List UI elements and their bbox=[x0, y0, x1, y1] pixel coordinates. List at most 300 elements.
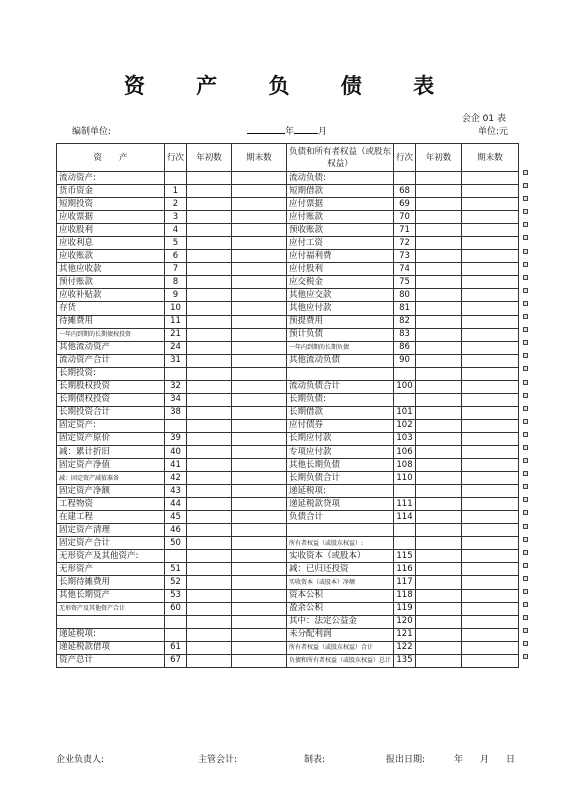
liability-item: 长期应付款 bbox=[287, 432, 394, 445]
liability-begin-balance[interactable] bbox=[416, 419, 462, 432]
asset-line-no: 45 bbox=[165, 511, 187, 524]
asset-begin-balance[interactable] bbox=[187, 341, 232, 354]
liability-line-no: 119 bbox=[394, 602, 416, 615]
liability-line-no: 116 bbox=[394, 563, 416, 576]
liability-end-balance[interactable] bbox=[462, 328, 519, 341]
month-label: 月 bbox=[318, 127, 328, 137]
liability-item: 应付账款 bbox=[287, 211, 394, 224]
liability-item: 长期负债合计 bbox=[287, 472, 394, 485]
row-marker-icon bbox=[523, 576, 528, 581]
liability-begin-balance[interactable] bbox=[416, 472, 462, 485]
liability-begin-balance[interactable] bbox=[416, 615, 462, 628]
liability-item: 长期借款 bbox=[287, 406, 394, 419]
liability-item: 应付票据 bbox=[287, 198, 394, 211]
asset-item: 工程物资 bbox=[57, 498, 165, 511]
liability-end-balance[interactable] bbox=[462, 498, 519, 511]
table-row bbox=[57, 367, 519, 380]
asset-begin-balance[interactable] bbox=[187, 406, 232, 419]
asset-begin-balance[interactable] bbox=[187, 537, 232, 550]
liability-line-no: 75 bbox=[394, 276, 416, 289]
asset-line-no: 44 bbox=[165, 498, 187, 511]
asset-begin-balance[interactable] bbox=[187, 250, 232, 263]
asset-end-balance[interactable] bbox=[232, 576, 287, 589]
table-row bbox=[57, 185, 519, 198]
liability-line-no: 106 bbox=[394, 445, 416, 458]
asset-item: 固定资产: bbox=[57, 419, 165, 432]
liability-begin-balance[interactable] bbox=[416, 341, 462, 354]
asset-end-balance[interactable] bbox=[232, 185, 287, 198]
header-liabilities-equity: 负债和所有者权益（或股东权益） bbox=[287, 144, 394, 172]
asset-begin-balance[interactable] bbox=[187, 198, 232, 211]
asset-end-balance[interactable] bbox=[232, 628, 287, 641]
row-marker-icon bbox=[523, 550, 528, 555]
asset-begin-balance[interactable] bbox=[187, 380, 232, 393]
liability-begin-balance[interactable] bbox=[416, 354, 462, 367]
asset-item: 固定资产合计 bbox=[57, 537, 165, 550]
liability-item: 减：已归还投资 bbox=[287, 563, 394, 576]
row-marker-icon bbox=[523, 537, 528, 542]
liability-end-balance[interactable] bbox=[462, 185, 519, 198]
asset-end-balance[interactable] bbox=[232, 172, 287, 185]
liability-begin-balance[interactable] bbox=[416, 550, 462, 563]
liability-line-no: 68 bbox=[394, 185, 416, 198]
liability-begin-balance[interactable] bbox=[416, 276, 462, 289]
asset-end-balance[interactable] bbox=[232, 302, 287, 315]
page-title: 资 产 负 债 表 bbox=[123, 73, 457, 98]
table-row bbox=[57, 315, 519, 328]
asset-begin-balance[interactable] bbox=[187, 211, 232, 224]
asset-end-balance[interactable] bbox=[232, 432, 287, 445]
liability-begin-balance[interactable] bbox=[416, 185, 462, 198]
asset-line-no: 39 bbox=[165, 432, 187, 445]
balance-sheet-table bbox=[56, 143, 519, 668]
asset-end-balance[interactable] bbox=[232, 354, 287, 367]
asset-end-balance[interactable] bbox=[232, 393, 287, 406]
footer-month: 月 bbox=[480, 755, 490, 765]
liability-end-balance[interactable] bbox=[462, 654, 519, 667]
asset-line-no: 46 bbox=[165, 524, 187, 537]
row-marker-icon bbox=[523, 353, 528, 358]
report-date-label: 报出日期: bbox=[386, 755, 426, 765]
row-marker-icon bbox=[523, 209, 528, 214]
asset-line-no: 40 bbox=[165, 445, 187, 458]
asset-item: 在建工程 bbox=[57, 511, 165, 524]
liability-item bbox=[287, 524, 394, 537]
asset-line-no bbox=[165, 367, 187, 380]
row-marker-icon bbox=[523, 327, 528, 332]
asset-item: 应收股利 bbox=[57, 224, 165, 237]
asset-begin-balance[interactable] bbox=[187, 628, 232, 641]
table-row bbox=[57, 172, 519, 185]
asset-end-balance[interactable] bbox=[232, 224, 287, 237]
liability-end-balance[interactable] bbox=[462, 589, 519, 602]
liability-end-balance[interactable] bbox=[462, 615, 519, 628]
liability-line-no: 118 bbox=[394, 589, 416, 602]
asset-begin-balance[interactable] bbox=[187, 459, 232, 472]
asset-begin-balance[interactable] bbox=[187, 224, 232, 237]
liability-begin-balance[interactable] bbox=[416, 432, 462, 445]
asset-end-balance[interactable] bbox=[232, 263, 287, 276]
liability-begin-balance[interactable] bbox=[416, 289, 462, 302]
liability-line-no bbox=[394, 485, 416, 498]
liability-begin-balance[interactable] bbox=[416, 654, 462, 667]
asset-item: 长期债权投资 bbox=[57, 393, 165, 406]
liability-begin-balance[interactable] bbox=[416, 237, 462, 250]
table-row bbox=[57, 302, 519, 315]
asset-line-no: 6 bbox=[165, 250, 187, 263]
table-row bbox=[57, 459, 519, 472]
asset-end-balance[interactable] bbox=[232, 472, 287, 485]
asset-begin-balance[interactable] bbox=[187, 654, 232, 667]
asset-line-no: 53 bbox=[165, 589, 187, 602]
currency-unit: 单位:元 bbox=[477, 127, 508, 137]
company-head-label: 企业负责人: bbox=[56, 755, 105, 765]
asset-begin-balance[interactable] bbox=[187, 615, 232, 628]
liability-line-no: 83 bbox=[394, 328, 416, 341]
asset-begin-balance[interactable] bbox=[187, 263, 232, 276]
liability-line-no: 86 bbox=[394, 341, 416, 354]
liability-begin-balance[interactable] bbox=[416, 537, 462, 550]
asset-line-no: 52 bbox=[165, 576, 187, 589]
liability-begin-balance[interactable] bbox=[416, 393, 462, 406]
table-row bbox=[57, 341, 519, 354]
liability-end-balance[interactable] bbox=[462, 511, 519, 524]
asset-end-balance[interactable] bbox=[232, 641, 287, 654]
liability-item: 长期负债: bbox=[287, 393, 394, 406]
liability-begin-balance[interactable] bbox=[416, 602, 462, 615]
asset-begin-balance[interactable] bbox=[187, 393, 232, 406]
liability-line-no: 72 bbox=[394, 237, 416, 250]
row-marker-icon bbox=[523, 471, 528, 476]
liability-item: 流动负债: bbox=[287, 172, 394, 185]
liability-begin-balance[interactable] bbox=[416, 445, 462, 458]
row-marker-icon bbox=[523, 275, 528, 280]
asset-item: 短期投资 bbox=[57, 198, 165, 211]
table-header-row bbox=[57, 144, 519, 172]
liability-line-no bbox=[394, 393, 416, 406]
asset-begin-balance[interactable] bbox=[187, 354, 232, 367]
liability-end-balance[interactable] bbox=[462, 576, 519, 589]
table-row bbox=[57, 432, 519, 445]
liability-item: 负债合计 bbox=[287, 511, 394, 524]
liability-line-no bbox=[394, 524, 416, 537]
asset-line-no: 34 bbox=[165, 393, 187, 406]
asset-end-balance[interactable] bbox=[232, 367, 287, 380]
liability-begin-balance[interactable] bbox=[416, 224, 462, 237]
liability-begin-balance[interactable] bbox=[416, 367, 462, 380]
asset-line-no: 32 bbox=[165, 380, 187, 393]
liability-line-no: 81 bbox=[394, 302, 416, 315]
header-end-balance: 期末数 bbox=[462, 144, 519, 172]
asset-begin-balance[interactable] bbox=[187, 185, 232, 198]
liability-end-balance[interactable] bbox=[462, 250, 519, 263]
liability-begin-balance[interactable] bbox=[416, 485, 462, 498]
liability-begin-balance[interactable] bbox=[416, 302, 462, 315]
asset-begin-balance[interactable] bbox=[187, 511, 232, 524]
asset-item: 预付账款 bbox=[57, 276, 165, 289]
asset-end-balance[interactable] bbox=[232, 654, 287, 667]
liability-end-balance[interactable] bbox=[462, 302, 519, 315]
asset-item: 待摊费用 bbox=[57, 315, 165, 328]
asset-begin-balance[interactable] bbox=[187, 550, 232, 563]
asset-line-no: 1 bbox=[165, 185, 187, 198]
row-marker-icon bbox=[523, 366, 528, 371]
liability-end-balance[interactable] bbox=[462, 211, 519, 224]
asset-line-no bbox=[165, 615, 187, 628]
asset-begin-balance[interactable] bbox=[187, 641, 232, 654]
asset-begin-balance[interactable] bbox=[187, 524, 232, 537]
asset-line-no: 42 bbox=[165, 472, 187, 485]
liability-item: 预提费用 bbox=[287, 315, 394, 328]
asset-end-balance[interactable] bbox=[232, 406, 287, 419]
liability-end-balance[interactable] bbox=[462, 289, 519, 302]
asset-begin-balance[interactable] bbox=[187, 445, 232, 458]
liability-item: 资本公积 bbox=[287, 589, 394, 602]
asset-item: 应收账款 bbox=[57, 250, 165, 263]
asset-end-balance[interactable] bbox=[232, 380, 287, 393]
table-row bbox=[57, 628, 519, 641]
liability-begin-balance[interactable] bbox=[416, 641, 462, 654]
row-marker-icon bbox=[523, 654, 528, 659]
asset-end-balance[interactable] bbox=[232, 498, 287, 511]
liability-begin-balance[interactable] bbox=[416, 576, 462, 589]
liability-item: 应付福利费 bbox=[287, 250, 394, 263]
header-line-no: 行次 bbox=[165, 144, 187, 172]
row-marker-icon bbox=[523, 497, 528, 502]
asset-begin-balance[interactable] bbox=[187, 485, 232, 498]
table-row bbox=[57, 354, 519, 367]
asset-line-no: 4 bbox=[165, 224, 187, 237]
asset-begin-balance[interactable] bbox=[187, 602, 232, 615]
liability-line-no: 101 bbox=[394, 406, 416, 419]
liability-begin-balance[interactable] bbox=[416, 263, 462, 276]
liability-end-balance[interactable] bbox=[462, 198, 519, 211]
asset-item: 递延税款借项 bbox=[57, 641, 165, 654]
liability-end-balance[interactable] bbox=[462, 563, 519, 576]
asset-begin-balance[interactable] bbox=[187, 472, 232, 485]
liability-line-no: 108 bbox=[394, 459, 416, 472]
asset-item: 货币资金 bbox=[57, 185, 165, 198]
header-begin-balance: 年初数 bbox=[416, 144, 462, 172]
liability-end-balance[interactable] bbox=[462, 367, 519, 380]
liability-end-balance[interactable] bbox=[462, 432, 519, 445]
liability-end-balance[interactable] bbox=[462, 276, 519, 289]
asset-end-balance[interactable] bbox=[232, 276, 287, 289]
liability-end-balance[interactable] bbox=[462, 237, 519, 250]
liability-item: 盈余公积 bbox=[287, 602, 394, 615]
liability-begin-balance[interactable] bbox=[416, 250, 462, 263]
liability-begin-balance[interactable] bbox=[416, 406, 462, 419]
liability-end-balance[interactable] bbox=[462, 224, 519, 237]
asset-end-balance[interactable] bbox=[232, 589, 287, 602]
asset-end-balance[interactable] bbox=[232, 615, 287, 628]
liability-end-balance[interactable] bbox=[462, 315, 519, 328]
asset-item: 固定资产净值 bbox=[57, 459, 165, 472]
asset-begin-balance[interactable] bbox=[187, 172, 232, 185]
asset-end-balance[interactable] bbox=[232, 485, 287, 498]
row-marker-icon bbox=[523, 249, 528, 254]
asset-line-no: 43 bbox=[165, 485, 187, 498]
liability-end-balance[interactable] bbox=[462, 537, 519, 550]
liability-item: 未分配利润 bbox=[287, 628, 394, 641]
row-marker-icon bbox=[523, 222, 528, 227]
liability-begin-balance[interactable] bbox=[416, 315, 462, 328]
liability-line-no: 100 bbox=[394, 380, 416, 393]
asset-line-no: 11 bbox=[165, 315, 187, 328]
chief-accountant-label: 主管会计: bbox=[198, 755, 238, 765]
liability-end-balance[interactable] bbox=[462, 419, 519, 432]
asset-begin-balance[interactable] bbox=[187, 498, 232, 511]
asset-item: 无形资产 bbox=[57, 563, 165, 576]
asset-end-balance[interactable] bbox=[232, 511, 287, 524]
row-marker-icon bbox=[523, 432, 528, 437]
asset-line-no: 8 bbox=[165, 276, 187, 289]
asset-end-balance[interactable] bbox=[232, 445, 287, 458]
table-row bbox=[57, 198, 519, 211]
liability-end-balance[interactable] bbox=[462, 472, 519, 485]
liability-end-balance[interactable] bbox=[462, 459, 519, 472]
liability-item: 实收资本（或股本）净额 bbox=[287, 576, 394, 589]
asset-begin-balance[interactable] bbox=[187, 328, 232, 341]
liability-begin-balance[interactable] bbox=[416, 563, 462, 576]
liability-line-no: 70 bbox=[394, 211, 416, 224]
row-marker-icon bbox=[523, 589, 528, 594]
table-row bbox=[57, 380, 519, 393]
liability-item: 递延税款贷项 bbox=[287, 498, 394, 511]
asset-item: 应收票据 bbox=[57, 211, 165, 224]
table-row bbox=[57, 550, 519, 563]
liability-begin-balance[interactable] bbox=[416, 172, 462, 185]
asset-begin-balance[interactable] bbox=[187, 315, 232, 328]
table-row bbox=[57, 419, 519, 432]
liability-end-balance[interactable] bbox=[462, 406, 519, 419]
table-row bbox=[57, 211, 519, 224]
asset-line-no bbox=[165, 550, 187, 563]
asset-begin-balance[interactable] bbox=[187, 432, 232, 445]
liability-begin-balance[interactable] bbox=[416, 524, 462, 537]
asset-end-balance[interactable] bbox=[232, 563, 287, 576]
asset-end-balance[interactable] bbox=[232, 341, 287, 354]
table-row bbox=[57, 524, 519, 537]
liability-end-balance[interactable] bbox=[462, 263, 519, 276]
liability-line-no: 103 bbox=[394, 432, 416, 445]
liability-item: 预计负债 bbox=[287, 328, 394, 341]
asset-item: 长期股权投资 bbox=[57, 380, 165, 393]
liability-begin-balance[interactable] bbox=[416, 498, 462, 511]
asset-line-no: 7 bbox=[165, 263, 187, 276]
liability-end-balance[interactable] bbox=[462, 524, 519, 537]
asset-item: 应收补贴款 bbox=[57, 289, 165, 302]
liability-begin-balance[interactable] bbox=[416, 589, 462, 602]
row-marker-icon bbox=[523, 628, 528, 633]
asset-end-balance[interactable] bbox=[232, 419, 287, 432]
asset-end-balance[interactable] bbox=[232, 237, 287, 250]
liability-end-balance[interactable] bbox=[462, 172, 519, 185]
liability-line-no: 73 bbox=[394, 250, 416, 263]
liability-end-balance[interactable] bbox=[462, 602, 519, 615]
row-marker-icon bbox=[523, 196, 528, 201]
asset-begin-balance[interactable] bbox=[187, 276, 232, 289]
asset-end-balance[interactable] bbox=[232, 459, 287, 472]
liability-end-balance[interactable] bbox=[462, 354, 519, 367]
liability-begin-balance[interactable] bbox=[416, 628, 462, 641]
liability-end-balance[interactable] bbox=[462, 445, 519, 458]
liability-line-no: 90 bbox=[394, 354, 416, 367]
liability-end-balance[interactable] bbox=[462, 628, 519, 641]
table-row bbox=[57, 250, 519, 263]
liability-begin-balance[interactable] bbox=[416, 380, 462, 393]
liability-item: 其中：法定公益金 bbox=[287, 615, 394, 628]
asset-begin-balance[interactable] bbox=[187, 563, 232, 576]
liability-item: 负债和所有者权益（或股东权益）总计 bbox=[287, 654, 394, 667]
asset-begin-balance[interactable] bbox=[187, 419, 232, 432]
liability-begin-balance[interactable] bbox=[416, 198, 462, 211]
asset-end-balance[interactable] bbox=[232, 315, 287, 328]
liability-end-balance[interactable] bbox=[462, 485, 519, 498]
liability-begin-balance[interactable] bbox=[416, 328, 462, 341]
liability-begin-balance[interactable] bbox=[416, 511, 462, 524]
asset-end-balance[interactable] bbox=[232, 211, 287, 224]
signature-footer bbox=[56, 752, 518, 764]
table-row bbox=[57, 237, 519, 250]
liability-end-balance[interactable] bbox=[462, 380, 519, 393]
asset-item: 无形资产及其他资产: bbox=[57, 550, 165, 563]
report-date bbox=[247, 124, 327, 137]
asset-item: 流动资产: bbox=[57, 172, 165, 185]
asset-begin-balance[interactable] bbox=[187, 302, 232, 315]
asset-begin-balance[interactable] bbox=[187, 576, 232, 589]
asset-begin-balance[interactable] bbox=[187, 589, 232, 602]
asset-item: 其他长期资产 bbox=[57, 589, 165, 602]
asset-line-no: 10 bbox=[165, 302, 187, 315]
asset-end-balance[interactable] bbox=[232, 550, 287, 563]
liability-begin-balance[interactable] bbox=[416, 211, 462, 224]
asset-line-no: 60 bbox=[165, 602, 187, 615]
asset-end-balance[interactable] bbox=[232, 524, 287, 537]
liability-line-no: 122 bbox=[394, 641, 416, 654]
asset-begin-balance[interactable] bbox=[187, 367, 232, 380]
liability-end-balance[interactable] bbox=[462, 550, 519, 563]
asset-end-balance[interactable] bbox=[232, 537, 287, 550]
asset-line-no: 31 bbox=[165, 354, 187, 367]
asset-begin-balance[interactable] bbox=[187, 237, 232, 250]
row-marker-icon bbox=[523, 445, 528, 450]
liability-end-balance[interactable] bbox=[462, 641, 519, 654]
asset-item: 固定资产清理 bbox=[57, 524, 165, 537]
row-marker-icon bbox=[523, 288, 528, 293]
asset-end-balance[interactable] bbox=[232, 328, 287, 341]
liability-end-balance[interactable] bbox=[462, 393, 519, 406]
row-marker-icon bbox=[523, 641, 528, 646]
asset-begin-balance[interactable] bbox=[187, 289, 232, 302]
table-row bbox=[57, 276, 519, 289]
table-row bbox=[57, 406, 519, 419]
liability-line-no: 135 bbox=[394, 654, 416, 667]
asset-end-balance[interactable] bbox=[232, 250, 287, 263]
form-number: 会企 01 表 bbox=[461, 114, 506, 124]
liability-begin-balance[interactable] bbox=[416, 459, 462, 472]
table-row bbox=[57, 289, 519, 302]
table-row bbox=[57, 563, 519, 576]
asset-end-balance[interactable] bbox=[232, 289, 287, 302]
table-row bbox=[57, 328, 519, 341]
asset-end-balance[interactable] bbox=[232, 602, 287, 615]
asset-end-balance[interactable] bbox=[232, 198, 287, 211]
asset-item: 其他流动资产 bbox=[57, 341, 165, 354]
liability-end-balance[interactable] bbox=[462, 341, 519, 354]
liability-item: 专项应付款 bbox=[287, 445, 394, 458]
asset-line-no: 21 bbox=[165, 328, 187, 341]
